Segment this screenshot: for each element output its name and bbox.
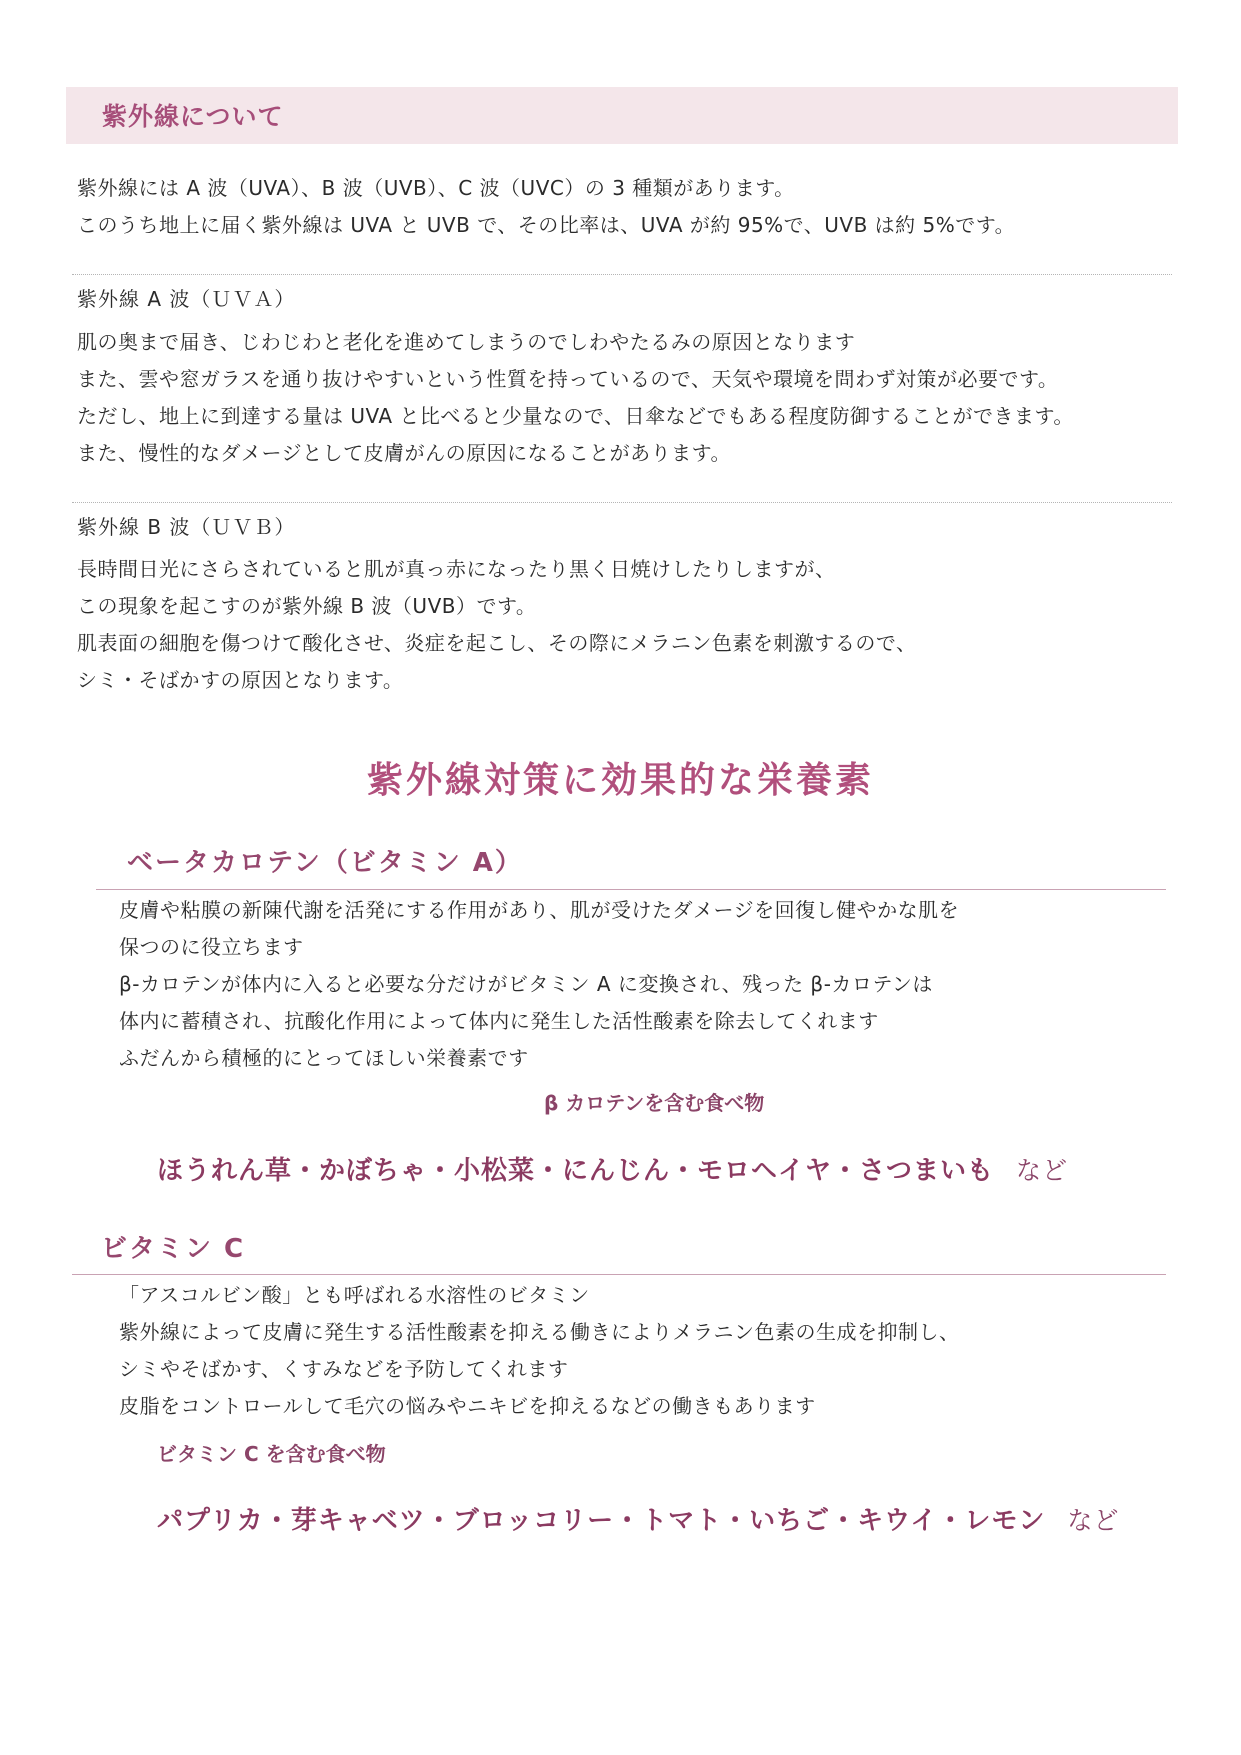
beta-line: 皮膚や粘膜の新陳代謝を活発にする作用があり、肌が受けたダメージを回復し健やかな肌を (119, 898, 960, 922)
uva-line: 肌の奥まで届き、じわじわと老化を進めてしまうのでしわやたるみの原因となります (77, 330, 856, 354)
dotted-divider (72, 502, 1172, 503)
uvb-line: 肌表面の細胞を傷つけて酸化させ、炎症を起こし、その際にメラニン色素を刺激するので、 (77, 631, 917, 655)
uvb-line: この現象を起こすのが紫外線 B 波（UVB）です。 (77, 594, 537, 618)
uva-text (77, 324, 1074, 472)
vitc-line: 皮脂をコントロールして毛穴の悩みやニキビを抑えるなどの働きもあります (119, 1394, 816, 1418)
beta-line: 体内に蓄積され、抗酸化作用によって体内に発生した活性酸素を除去してくれます (119, 1009, 879, 1033)
section-banner (66, 87, 1178, 144)
vitc-line: シミやそばかす、くすみなどを予防してくれます (119, 1357, 569, 1381)
beta-foods-heading: β カロテンを含む食べ物 (544, 1091, 765, 1115)
uva-heading: 紫外線 A 波（ＵＶＡ） (77, 287, 296, 311)
section-rule (72, 1274, 1166, 1275)
section-title: 紫外線について (102, 102, 284, 131)
beta-carotene-heading: ベータカロテン（ビタミン A） (127, 848, 523, 878)
intro-line: 紫外線には A 波（UVA）、B 波（UVB）、C 波（UVC）の 3 種類があります。 (77, 176, 795, 200)
section-rule (96, 889, 1166, 890)
beta-line: 保つのに役立ちます (119, 935, 304, 959)
intro-line: このうち地上に届く紫外線は UVA と UVB で、その比率は、UVA が約 95%で、UVB は約 5%です。 (77, 213, 1016, 237)
beta-line: ふだんから積極的にとってほしい栄養素です (119, 1046, 529, 1070)
dotted-divider (72, 274, 1172, 275)
uv-intro (77, 170, 1015, 244)
beta-foods-etc: など (1016, 1156, 1069, 1185)
vitamin-c-text (119, 1277, 960, 1425)
beta-foods: ほうれん草・かぼちゃ・小松菜・にんじん・モロヘイヤ・さつまいも (157, 1156, 995, 1186)
beta-line: β-カロテンが体内に入ると必要な分だけがビタミン A に変換され、残った β-カロテンは (119, 972, 933, 996)
uvb-heading: 紫外線 B 波（ＵＶＢ） (77, 515, 296, 539)
beta-carotene-text (119, 892, 959, 1077)
uvb-line: シミ・そばかすの原因となります。 (77, 668, 404, 692)
uva-line: ただし、地上に到達する量は UVA と比べると少量なので、日傘などでもある程度防御することができます。 (77, 404, 1074, 428)
uva-line: また、雲や窓ガラスを通り抜けやすいという性質を持っているので、天気や環境を問わず対策が必要です。 (77, 367, 1059, 391)
vitc-line: 紫外線によって皮膚に発生する活性酸素を抑える働きによりメラニン色素の生成を抑制し、 (119, 1320, 960, 1344)
uvb-line: 長時間日光にさらされていると肌が真っ赤になったり黒く日焼けしたりしますが、 (77, 557, 836, 581)
uvb-text (77, 551, 917, 699)
beta-foods-list (157, 1150, 1068, 1187)
nutrients-title: 紫外線対策に効果的な栄養素 (366, 760, 874, 801)
uva-line: また、慢性的なダメージとして皮膚がんの原因になることがあります。 (77, 441, 731, 465)
vitc-foods-etc: など (1067, 1506, 1120, 1535)
vitc-foods: パプリカ・芽キャベツ・ブロッコリー・トマト・いちご・キウイ・レモン (157, 1506, 1046, 1536)
vitc-line: 「アスコルビン酸」とも呼ばれる水溶性のビタミン (119, 1283, 590, 1307)
vitamin-c-heading: ビタミン C (101, 1234, 246, 1264)
vitc-foods-list (157, 1500, 1119, 1537)
vitc-foods-heading: ビタミン C を含む食べ物 (157, 1442, 386, 1466)
